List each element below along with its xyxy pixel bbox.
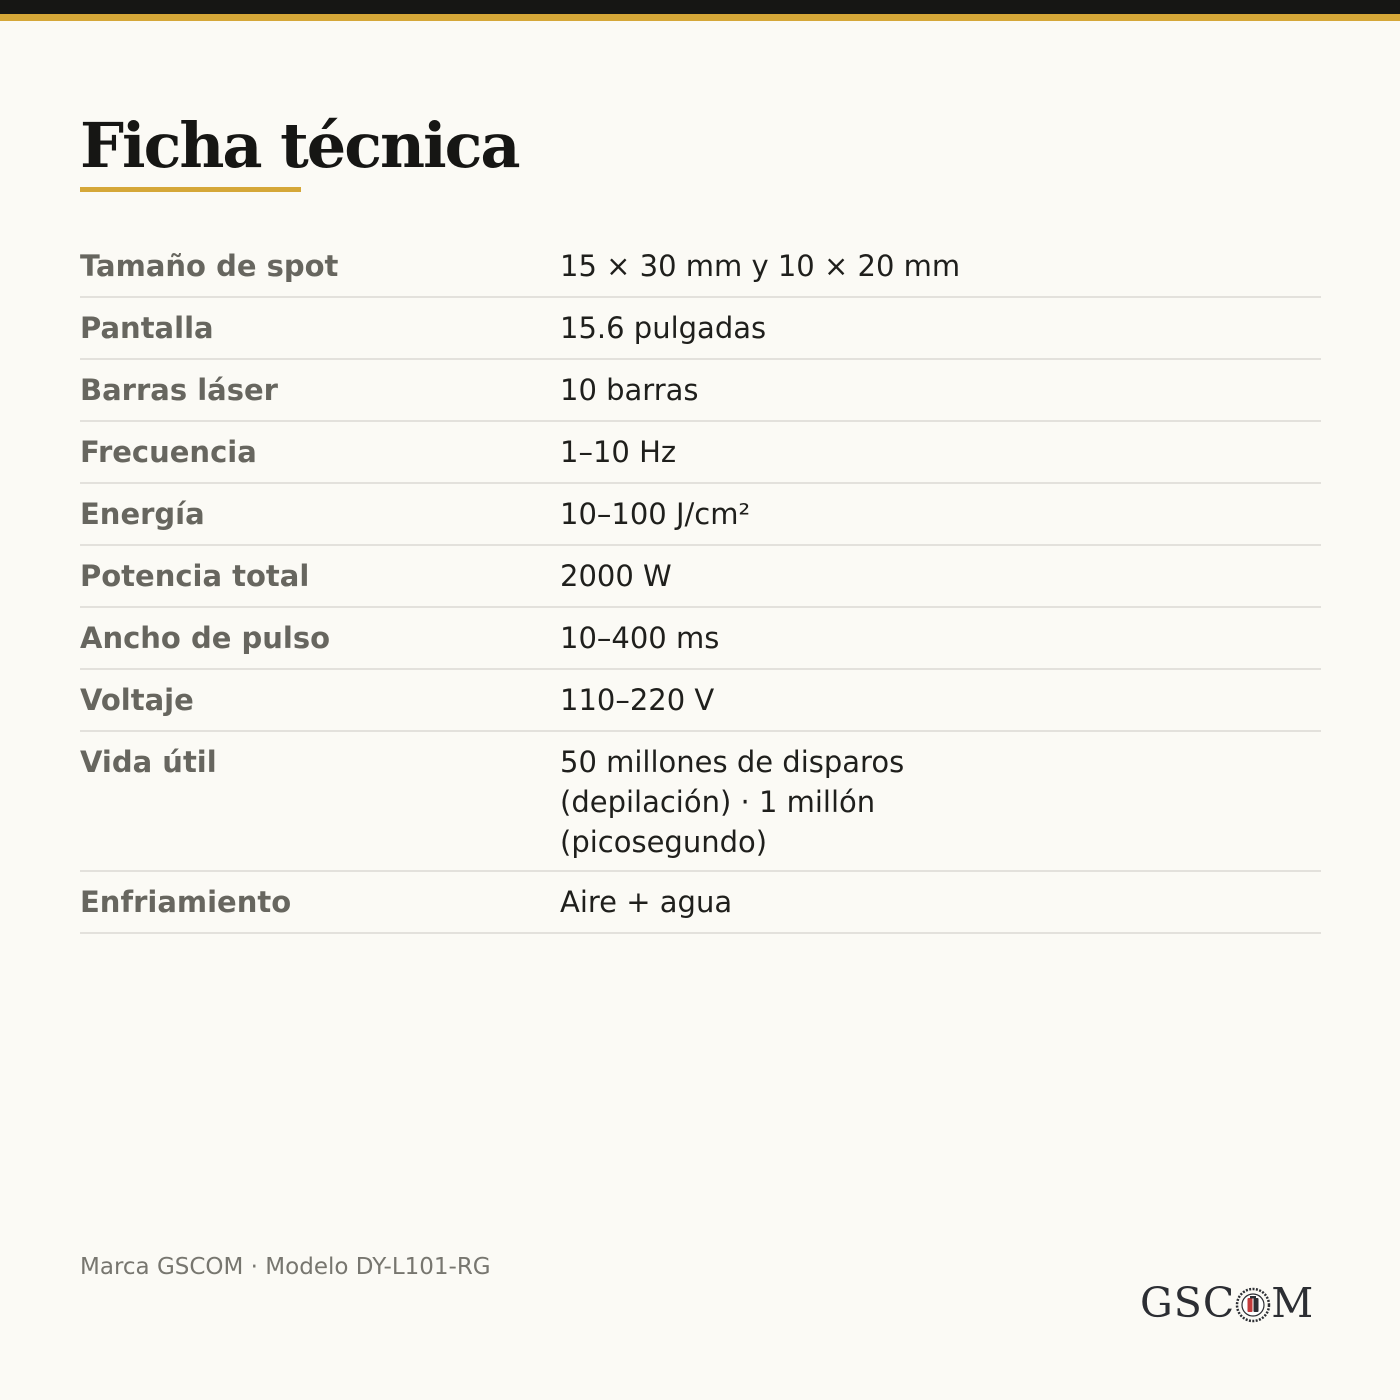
spec-label: Pantalla (80, 311, 214, 345)
spec-label: Ancho de pulso (80, 621, 330, 655)
spec-row-laser-bars (80, 360, 1321, 422)
spec-value: 15 × 30 mm y 10 × 20 mm (560, 249, 961, 283)
spec-value: 50 millones de disparos (depilación) · 1 millón (picosegundo) (560, 745, 905, 859)
spec-label: Barras láser (80, 373, 278, 407)
brand-model-footer: Marca GSCOM · Modelo DY-L101-RG (80, 1254, 491, 1280)
spec-row-total-power (80, 546, 1321, 608)
spec-label: Tamaño de spot (80, 249, 339, 283)
spec-row-frequency (80, 422, 1321, 484)
spec-row-spot-size (80, 236, 1321, 298)
spec-row-voltage (80, 670, 1321, 732)
spec-row-pulse-width (80, 608, 1321, 670)
spec-row-lifespan (80, 732, 1321, 872)
brand-logo (1140, 1278, 1314, 1328)
spec-value: 10–400 ms (560, 621, 720, 655)
spec-value: 15.6 pulgadas (560, 311, 767, 345)
top-bar-accent (0, 14, 1400, 21)
spec-label: Voltaje (80, 683, 194, 717)
spec-label: Energía (80, 497, 205, 531)
spec-table (80, 236, 1321, 934)
spec-row-energy (80, 484, 1321, 546)
spec-value: 110–220 V (560, 683, 715, 717)
spec-label: Vida útil (80, 745, 217, 779)
logo-text-right: M (1271, 1279, 1315, 1327)
top-bar (0, 0, 1400, 14)
title-underline (80, 187, 301, 192)
gscom-seal-icon (1235, 1285, 1271, 1321)
page-title: Ficha técnica (80, 109, 519, 182)
spec-label: Enfriamiento (80, 885, 292, 919)
spec-value: Aire + agua (560, 885, 733, 919)
spec-value: 1–10 Hz (560, 435, 677, 469)
spec-value: 10–100 J/cm² (560, 497, 751, 531)
spec-row-cooling (80, 872, 1321, 934)
spec-row-screen (80, 298, 1321, 360)
spec-label: Frecuencia (80, 435, 257, 469)
logo-text-left: GSC (1140, 1279, 1236, 1327)
spec-value: 10 barras (560, 373, 699, 407)
spec-value: 2000 W (560, 559, 672, 593)
spec-label: Potencia total (80, 559, 310, 593)
